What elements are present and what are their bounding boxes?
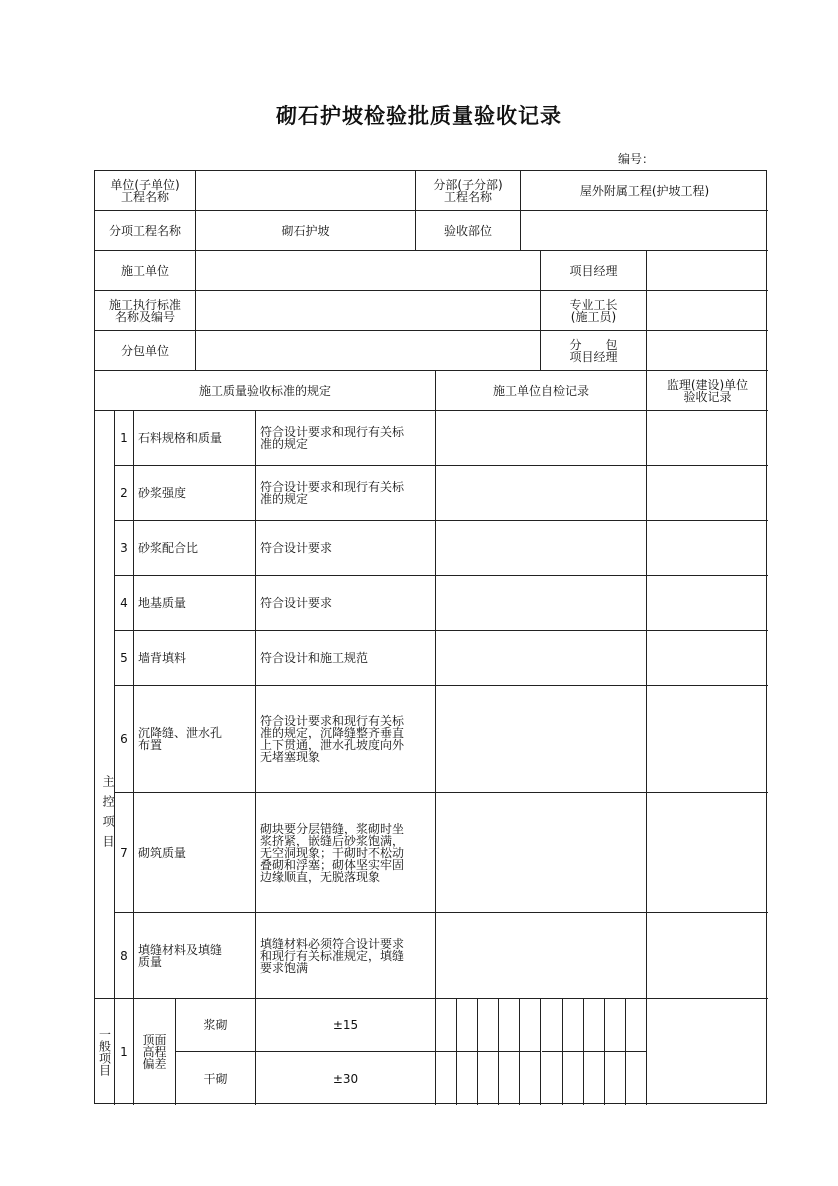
general-section-label: 一般项目 bbox=[95, 999, 115, 1105]
part-value[interactable] bbox=[521, 211, 768, 251]
self-check-measure-cell[interactable] bbox=[499, 1052, 520, 1105]
general-tolerance-1: ±15 bbox=[256, 999, 436, 1052]
main-item-no: 4 bbox=[115, 576, 134, 631]
self-check-measure-cell[interactable] bbox=[605, 999, 626, 1052]
main-item-self-check[interactable] bbox=[436, 576, 647, 631]
col-self-header: 施工单位自检记录 bbox=[436, 371, 647, 411]
unit-value[interactable] bbox=[196, 171, 416, 211]
col-spec-header: 施工质量验收标准的规定 bbox=[95, 371, 436, 411]
self-check-measure-cell[interactable] bbox=[542, 999, 563, 1052]
self-check-measure-cell[interactable] bbox=[626, 999, 647, 1052]
main-item-supervision[interactable] bbox=[647, 793, 768, 913]
standard-label: 施工执行标准 名称及编号 bbox=[95, 291, 196, 331]
main-item-name: 墙背填料 bbox=[134, 631, 256, 686]
self-check-measure-cell[interactable] bbox=[520, 999, 541, 1052]
subcontractor-label: 分包单位 bbox=[95, 331, 196, 371]
main-item-standard: 符合设计要求 bbox=[256, 576, 436, 631]
self-check-measure-cell[interactable] bbox=[436, 999, 457, 1052]
self-check-measure-cell[interactable] bbox=[478, 1052, 499, 1105]
main-item-self-check[interactable] bbox=[436, 793, 647, 913]
sub-pm-value[interactable] bbox=[647, 331, 768, 371]
main-item-standard: 符合设计要求和现行有关标 准的规定 bbox=[256, 466, 436, 521]
main-item-no: 8 bbox=[115, 913, 134, 999]
self-check-measure-cell[interactable] bbox=[457, 1052, 478, 1105]
general-type-1: 浆砌 bbox=[176, 999, 256, 1052]
main-item-self-check[interactable] bbox=[436, 686, 647, 793]
main-item-name: 砂浆配合比 bbox=[134, 521, 256, 576]
self-check-measure-cell[interactable] bbox=[436, 1052, 457, 1105]
main-item-supervision[interactable] bbox=[647, 686, 768, 793]
contractor-label: 施工单位 bbox=[95, 251, 196, 291]
part-label: 验收部位 bbox=[416, 211, 521, 251]
main-item-standard: 符合设计和施工规范 bbox=[256, 631, 436, 686]
main-item-self-check[interactable] bbox=[436, 466, 647, 521]
main-item-self-check[interactable] bbox=[436, 913, 647, 999]
main-item-no: 1 bbox=[115, 411, 134, 466]
main-item-name: 砂浆强度 bbox=[134, 466, 256, 521]
sub-pm-label: 分 包 项目经理 bbox=[541, 331, 647, 371]
main-item-supervision[interactable] bbox=[647, 411, 768, 466]
foreman-label: 专业工长 (施工员) bbox=[541, 291, 647, 331]
general-type-2: 干砌 bbox=[176, 1052, 256, 1105]
self-check-measure-cell[interactable] bbox=[584, 1052, 605, 1105]
main-item-standard: 填缝材料必须符合设计要求 和现行有关标准规定，填缝 要求饱满 bbox=[256, 913, 436, 999]
main-item-supervision[interactable] bbox=[647, 576, 768, 631]
main-item-no: 5 bbox=[115, 631, 134, 686]
main-item-standard: 砌块要分层错缝，浆砌时坐 浆挤紧，嵌缝后砂浆饱满， 无空洞现象；干砌时不松动 叠砌和浮塞；砌体坚实牢固 边缘顺直，无脱落现象 bbox=[256, 793, 436, 913]
self-check-measure-cell[interactable] bbox=[584, 999, 605, 1052]
pm-value[interactable] bbox=[647, 251, 768, 291]
self-check-measure-cell[interactable] bbox=[499, 999, 520, 1052]
main-item-name: 地基质量 bbox=[134, 576, 256, 631]
main-item-no: 2 bbox=[115, 466, 134, 521]
foreman-value[interactable] bbox=[647, 291, 768, 331]
main-item-no: 7 bbox=[115, 793, 134, 913]
self-check-measure-cell[interactable] bbox=[563, 999, 584, 1052]
main-item-supervision[interactable] bbox=[647, 521, 768, 576]
general-tolerance-2: ±30 bbox=[256, 1052, 436, 1105]
main-item-supervision[interactable] bbox=[647, 913, 768, 999]
standard-value[interactable] bbox=[196, 291, 541, 331]
main-item-no: 6 bbox=[115, 686, 134, 793]
main-item-standard: 符合设计要求和现行有关标 准的规定，沉降缝整齐垂直 上下贯通，泄水孔坡度向外 无堵塞现象 bbox=[256, 686, 436, 793]
number-label: 编号： bbox=[618, 152, 655, 166]
self-check-measure-cell[interactable] bbox=[605, 1052, 626, 1105]
main-item-standard: 符合设计要求和现行有关标 准的规定 bbox=[256, 411, 436, 466]
subitem-value[interactable]: 砌石护坡 bbox=[196, 211, 416, 251]
self-check-measure-cell[interactable] bbox=[478, 999, 499, 1052]
main-item-name: 沉降缝、泄水孔 布置 bbox=[134, 686, 256, 793]
pm-label: 项目经理 bbox=[541, 251, 647, 291]
main-item-no: 3 bbox=[115, 521, 134, 576]
contractor-value[interactable] bbox=[196, 251, 541, 291]
main-section-label: 主控项目 bbox=[95, 411, 115, 999]
main-item-name: 石料规格和质量 bbox=[134, 411, 256, 466]
inspection-table bbox=[94, 170, 767, 1104]
self-check-measure-cell[interactable] bbox=[563, 1052, 584, 1105]
division-label: 分部(子分部) 工程名称 bbox=[416, 171, 521, 211]
general-supervision[interactable] bbox=[647, 999, 768, 1105]
main-item-name: 填缝材料及填缝 质量 bbox=[134, 913, 256, 999]
main-item-standard: 符合设计要求 bbox=[256, 521, 436, 576]
subcontractor-value[interactable] bbox=[196, 331, 541, 371]
division-value[interactable]: 屋外附属工程(护坡工程) bbox=[521, 171, 768, 211]
main-item-supervision[interactable] bbox=[647, 631, 768, 686]
self-check-measure-cell[interactable] bbox=[520, 1052, 541, 1105]
self-check-measure-cell[interactable] bbox=[457, 999, 478, 1052]
page-title: 砌石护坡检验批质量验收记录 bbox=[276, 104, 562, 128]
main-item-self-check[interactable] bbox=[436, 631, 647, 686]
col-supervision-header: 监理(建设)单位 验收记录 bbox=[647, 371, 768, 411]
self-check-measure-cell[interactable] bbox=[626, 1052, 647, 1105]
main-item-self-check[interactable] bbox=[436, 521, 647, 576]
general-item-name: 顶面高程偏差 bbox=[134, 999, 176, 1105]
main-item-name: 砌筑质量 bbox=[134, 793, 256, 913]
unit-label: 单位(子单位) 工程名称 bbox=[95, 171, 196, 211]
self-check-measure-cell[interactable] bbox=[542, 1052, 563, 1105]
general-item-no: 1 bbox=[115, 999, 134, 1105]
main-item-self-check[interactable] bbox=[436, 411, 647, 466]
subitem-label: 分项工程名称 bbox=[95, 211, 196, 251]
main-item-supervision[interactable] bbox=[647, 466, 768, 521]
